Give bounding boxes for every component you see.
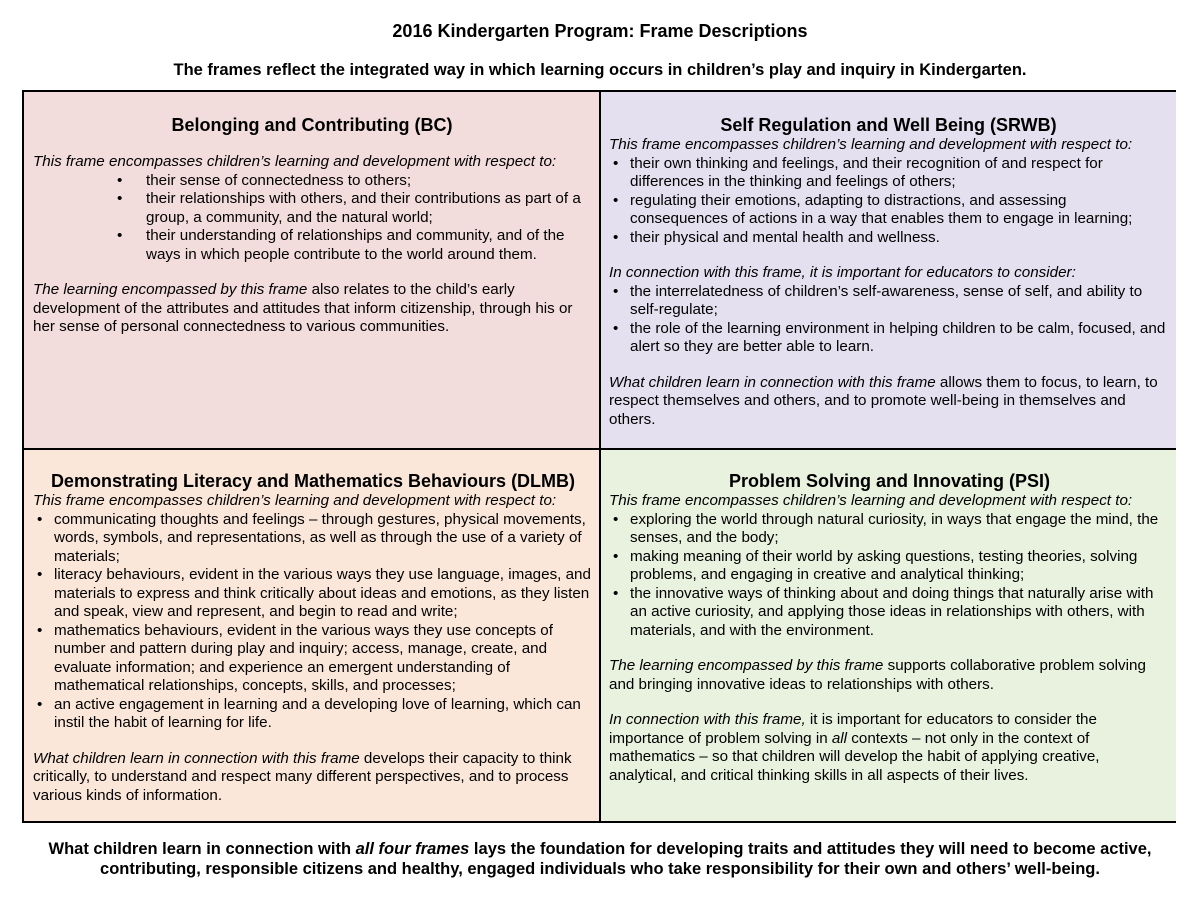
- list-item: • the interrelatedness of children’s self-awareness, sense of self, and ability to self-regulate;: [609, 283, 1168, 320]
- frame-dlmb-outro: What children learn in connection with this frame develops their capacity to think critically, to understand and respect many different perspectives, and to process various kinds of information.: [33, 749, 572, 804]
- list-item: • their own thinking and feelings, and their recognition of and respect for differences in the thinking and feelings of others;: [609, 155, 1168, 192]
- page-title: 2016 Kindergarten Program: Frame Descriptions: [392, 21, 808, 41]
- frame-srwb-bullets: [609, 155, 1168, 248]
- frame-srwb-heading: Self Regulation and Well Being (SRWB): [720, 115, 1057, 135]
- frame-bc-outro: The learning encompassed by this frame also relates to the child’s early development of the attributes and attitudes that inform citizenship, through his or her sense of personal connectedness to various communities.: [33, 281, 573, 335]
- list-item: • exploring the world through natural curiosity, in ways that engage the mind, the senses, and the body;: [609, 511, 1170, 548]
- list-item: • their physical and mental health and wellness.: [609, 229, 1168, 248]
- list-item: • the role of the learning environment in helping children to be calm, focused, and alert so they are better able to learn.: [609, 320, 1168, 357]
- frame-srwb-consider-bullets: [609, 283, 1168, 357]
- list-item: • an active engagement in learning and a developing love of learning, which can instil the habit of learning for life.: [33, 696, 593, 733]
- list-item: • regulating their emotions, adapting to distractions, and assessing consequences of actions in a way that enables them to engage in learning;: [609, 192, 1168, 229]
- frame-psi-cell: [601, 450, 1176, 821]
- frame-psi-para1: The learning encompassed by this frame supports collaborative problem solving and bringing innovative ideas to relationships with others.: [609, 657, 1146, 693]
- frame-psi-bullets: [609, 511, 1170, 641]
- frames-table: [22, 90, 1176, 823]
- frame-psi-heading: Problem Solving and Innovating (PSI): [728, 471, 1051, 491]
- page-subtitle: The frames reflect the integrated way in which learning occurs in children’s play and inquiry in Kindergarten.: [173, 61, 1027, 79]
- list-item: • their sense of connectedness to others;: [33, 172, 591, 191]
- frame-srwb-outro: What children learn in connection with this frame allows them to focus, to learn, to respect themselves and others, and to promote well-being in themselves and others.: [609, 373, 1158, 428]
- list-item: • literacy behaviours, evident in the various ways they use language, images, and materials to express and think critically about ideas and emotions, as they listen and speak, view and represent, and begin to read and write;: [33, 566, 593, 622]
- list-item: • communicating thoughts and feelings – through gestures, physical movements, words, symbols, and representations, as well as through the use of a variety of materials;: [33, 511, 593, 567]
- frame-srwb-cell: [601, 92, 1176, 450]
- frame-bc-heading: Belonging and Contributing (BC): [171, 115, 453, 135]
- list-item: • the innovative ways of thinking about and doing things that naturally arise with an active curiosity, and applying those ideas in relationships with others, with materials, and with the environment.: [609, 585, 1170, 641]
- frame-dlmb-heading: Demonstrating Literacy and Mathematics Behaviours (DLMB): [50, 471, 576, 491]
- frame-dlmb-intro: This frame encompasses children’s learning and development with respect to:: [33, 492, 557, 509]
- frame-psi-para2: In connection with this frame, it is important for educators to consider the importance of problem solving in all contexts – not only in the context of mathematics – so that children will develop the habit of applying creative, analytical, and critical thinking skills in all aspects of their lives.: [609, 711, 1100, 784]
- footer-statement: What children learn in connection with all four frames lays the foundation for developing traits and attitudes they will need to become active, contributing, responsible citizens and healthy, engaged individuals who take responsibility for their own and others’ well-being.: [48, 840, 1152, 878]
- frame-dlmb-cell: [24, 450, 601, 821]
- frame-psi-intro: This frame encompasses children’s learning and development with respect to:: [609, 492, 1133, 509]
- list-item: • their understanding of relationships and community, and of the ways in which people contribute to the world around them.: [33, 227, 591, 264]
- list-item: • their relationships with others, and their contributions as part of a group, a community, and the natural world;: [33, 190, 591, 227]
- frame-dlmb-bullets: [33, 511, 593, 733]
- frame-bc-intro: This frame encompasses children’s learning and development with respect to:: [33, 153, 557, 170]
- frame-bc-cell: [24, 92, 601, 450]
- frame-srwb-consider-intro: In connection with this frame, it is important for educators to consider:: [609, 264, 1076, 281]
- list-item: • making meaning of their world by asking questions, testing theories, solving problems, and engaging in creative and analytical thinking;: [609, 548, 1170, 585]
- frame-bc-bullets: [33, 172, 591, 265]
- frame-srwb-intro: This frame encompasses children’s learning and development with respect to:: [609, 136, 1133, 153]
- list-item: • mathematics behaviours, evident in the various ways they use concepts of number and pattern during play and inquiry; access, manage, create, and evaluate information; and experience an emergent understanding of mathematical relationships, concepts, skills, and processes;: [33, 622, 593, 696]
